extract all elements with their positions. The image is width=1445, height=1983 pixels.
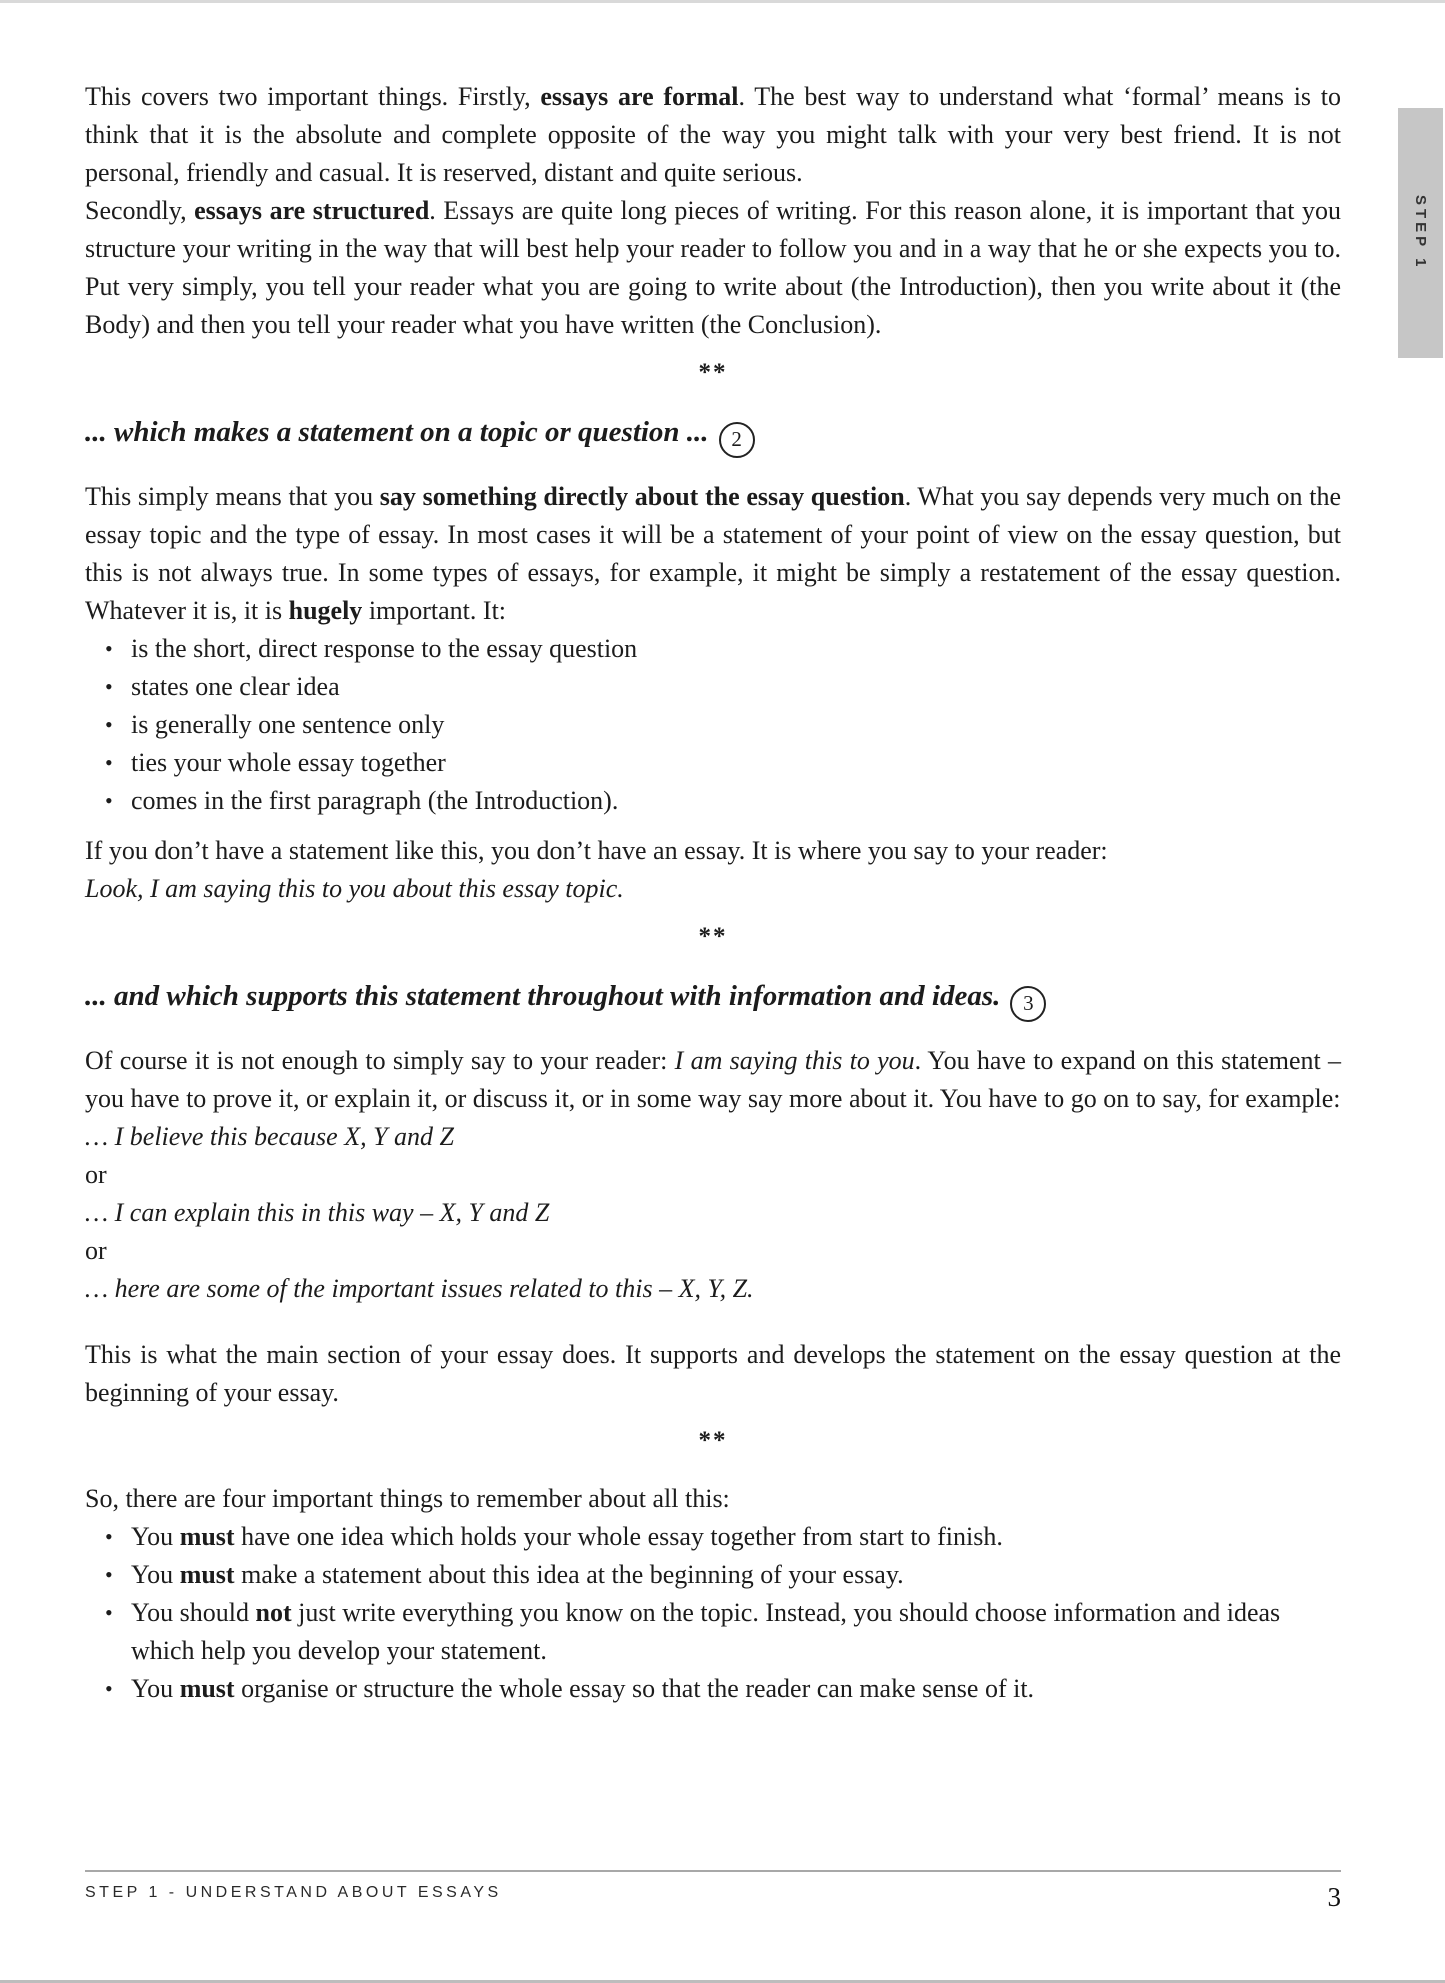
list-item (85, 1518, 1341, 1556)
heading-statement-topic-text: ... which makes a statement on a topic or question ... (85, 416, 709, 448)
list-item-text: is generally one sentence only (131, 710, 445, 739)
page-number: 3 (1327, 1882, 1341, 1912)
para-of-course: Of course it is not enough to simply say to your reader: I am saying this to you. You have to expand on this statement – you have to prove it, or explain it, or discuss it, or in some way say more about it. You have to go on to say, for example: (85, 1046, 1341, 1113)
para-if-you-dont: If you don’t have a statement like this, you don’t have an essay. It is where you say to your reader: (85, 836, 1108, 865)
list-item-text: You must make a statement about this idea at the beginning of your essay. (131, 1560, 904, 1589)
list-item-text: You should not just write everything you know on the topic. Instead, you should choose information and ideas which help you develop your statement. (131, 1598, 1281, 1665)
scan-edge-top (0, 0, 1445, 3)
para-essays-formal: This covers two important things. Firstly, essays are formal. The best way to understand what ‘formal’ means is to think that it is the absolute and complete opposite of the way you might talk with your very best friend. It is not personal, friendly and casual. It is reserved, distant and quite serious. (85, 82, 1341, 187)
separator-stars: ** (698, 923, 728, 950)
list-item-text: is the short, direct response to the essay question (131, 634, 638, 663)
page-body (85, 78, 1341, 1720)
list-item-text: You must organise or structure the whole essay so that the reader can make sense of it. (131, 1674, 1035, 1703)
heading-statement-topic (85, 412, 1341, 458)
footer-title: STEP 1 - UNDERSTAND ABOUT ESSAYS (85, 1884, 502, 1901)
list-item (85, 1556, 1341, 1594)
step-tab (1398, 108, 1443, 358)
list-item (85, 782, 1341, 820)
para-essays-structured: Secondly, essays are structured. Essays are quite long pieces of writing. For this reason alone, it is important that you structure your writing in the way that will best help your reader to follow you and in a way that he or she expects you to. Put very simply, you tell your reader what you are going to write about (the Introduction), then you write about it (the Body) and then you tell your reader what you have written (the Conclusion). (85, 196, 1341, 339)
bullet-icon: • (105, 1524, 113, 1549)
bullet-icon: • (105, 1600, 113, 1625)
bullet-icon: • (105, 712, 113, 737)
example-line: … here are some of the important issues related to this – X, Y, Z. (85, 1274, 754, 1303)
list-item-text: You must have one idea which holds your whole essay together from start to finish. (131, 1522, 1003, 1551)
step-tab-label: STEP 1 (1412, 195, 1429, 271)
heading-supports-statement (85, 976, 1341, 1022)
bullet-icon: • (105, 1676, 113, 1701)
bullet-list-remember (85, 1518, 1341, 1708)
list-item (85, 630, 1341, 668)
footer (85, 1870, 1341, 1911)
or-label: or (85, 1160, 107, 1189)
list-item-text: comes in the first paragraph (the Introduction). (131, 786, 619, 815)
separator-stars: ** (698, 1427, 728, 1454)
para-four-things: So, there are four important things to remember about all this: (85, 1484, 730, 1513)
list-item (85, 668, 1341, 706)
separator-stars: ** (698, 359, 728, 386)
list-item (85, 706, 1341, 744)
bullet-icon: • (105, 788, 113, 813)
circled-number-2: 2 (719, 422, 755, 458)
list-item-text: states one clear idea (131, 672, 340, 701)
circled-number-3: 3 (1010, 986, 1046, 1022)
bullet-icon: • (105, 674, 113, 699)
examples-block (85, 1118, 1341, 1308)
para-statement-meaning: This simply means that you say something directly about the essay question. What you say depends very much on the essay topic and the type of essay. In most cases it will be a statement of your point of view on the essay question, but this is not always true. In some types of essays, for example, it might be simply a restatement of the essay question. Whatever it is, it is hugely important. It: (85, 482, 1341, 625)
para-main-section: This is what the main section of your essay does. It supports and develops the statement on the essay question at the beginning of your essay. (85, 1340, 1341, 1407)
bullet-icon: • (105, 750, 113, 775)
heading-supports-statement-text: ... and which supports this statement throughout with information and ideas. (85, 980, 1001, 1012)
list-item (85, 744, 1341, 782)
bullet-icon: • (105, 1562, 113, 1587)
bullet-list-statement (85, 630, 1341, 820)
example-line: … I can explain this in this way – X, Y and Z (85, 1198, 550, 1227)
list-item (85, 1594, 1341, 1670)
bullet-icon: • (105, 636, 113, 661)
example-line: … I believe this because X, Y and Z (85, 1122, 454, 1151)
statement-example-italic: Look, I am saying this to you about this essay topic. (85, 874, 624, 903)
or-label: or (85, 1236, 107, 1265)
list-item-text: ties your whole essay together (131, 748, 446, 777)
list-item (85, 1670, 1341, 1708)
